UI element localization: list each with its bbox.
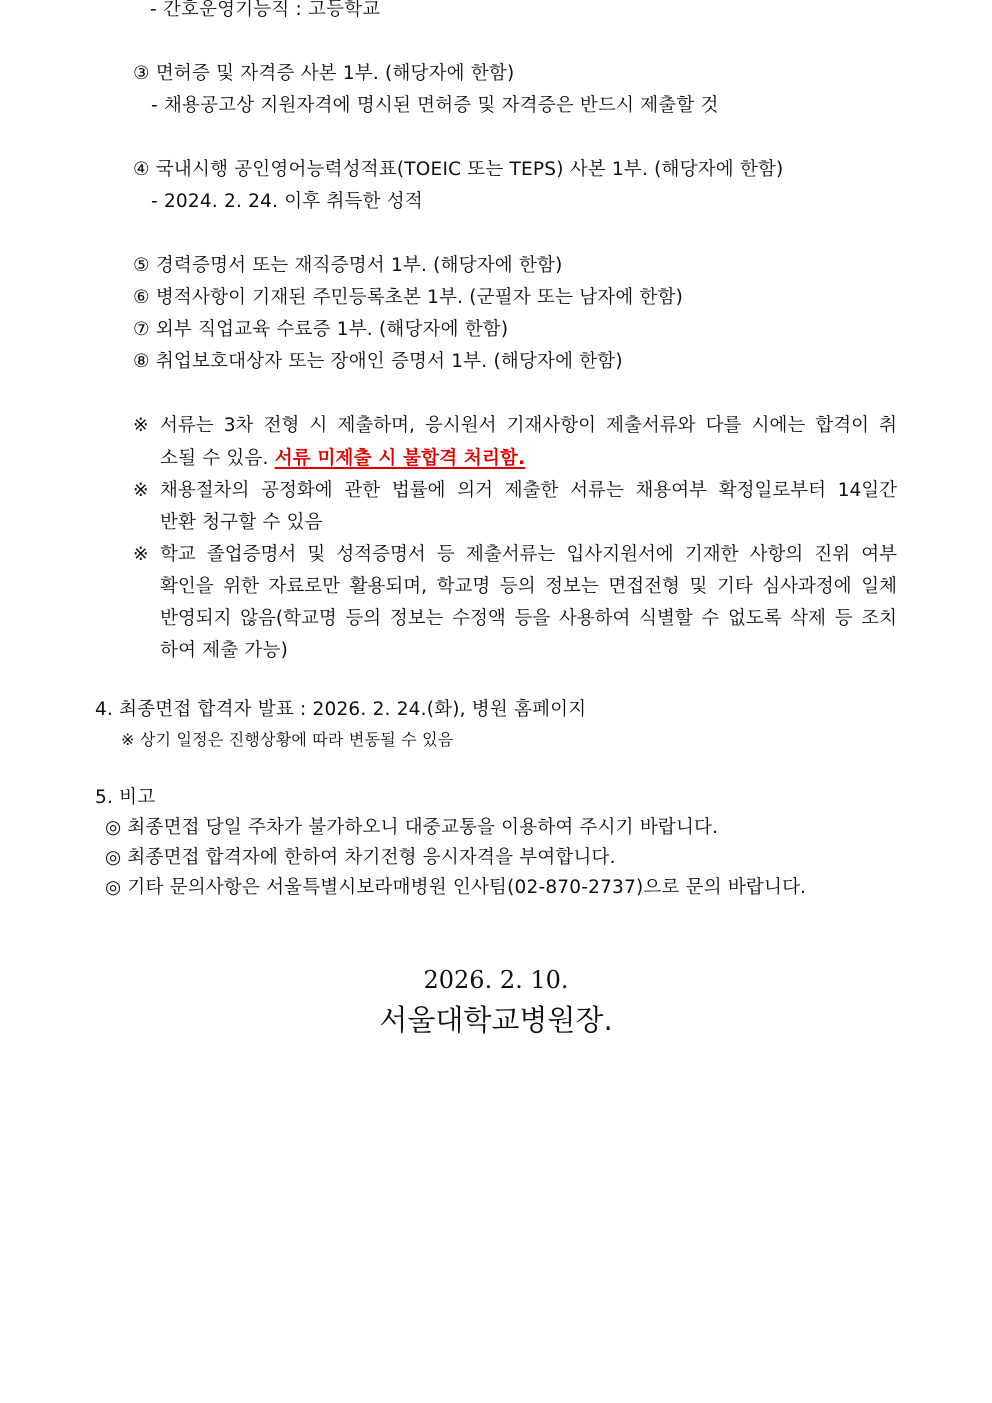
document-item-3: ③ 면허증 및 자격증 사본 1부. (해당자에 한함) — [133, 63, 515, 84]
note-3-line-4: 하여 제출 가능) — [160, 640, 289, 661]
section-4-heading: 4. 최종면접 합격자 발표 : 2026. 2. 24.(화), 병원 홈페이지 — [95, 699, 587, 720]
document-item-3-note: - 채용공고상 지원자격에 명시된 면허증 및 자격증은 반드시 제출할 것 — [151, 95, 719, 116]
document-item-5: ⑤ 경력증명서 또는 재직증명서 1부. (해당자에 한함) — [133, 255, 563, 276]
qualification-line: - 간호운영기능직 : 고등학교 — [150, 0, 381, 20]
document-item-8: ⑧ 취업보호대상자 또는 장애인 증명서 1부. (해당자에 한함) — [133, 351, 623, 372]
section-5-heading: 5. 비고 — [95, 787, 156, 808]
document-item-4-note: - 2024. 2. 24. 이후 취득한 성적 — [151, 191, 423, 212]
note-1-line-2 — [160, 446, 525, 472]
document-item-4: ④ 국내시행 공인영어능력성적표(TOEIC 또는 TEPS) 사본 1부. (해당자에 한함) — [133, 159, 784, 180]
remark-item-2: ◎ 최종면접 합격자에 한하여 차기전형 응시자격을 부여합니다. — [105, 847, 616, 868]
note-3-mark: ※ — [133, 544, 149, 565]
issue-date: 2026. 2. 10. — [423, 966, 569, 994]
note-3-line-3: 반영되지 않음(학교명 등의 정보는 수정액 등을 사용하여 식별할 수 없도록 삭제 등 조치 — [160, 608, 897, 629]
note-1-line-1: 서류는 3차 전형 시 제출하며, 응시원서 기재사항이 제출서류와 다를 시에는 합격이 취 — [160, 415, 897, 436]
note-3-line-1: 학교 졸업증명서 및 성적증명서 등 제출서류는 입사지원서에 기재한 사항의 진위 여부 — [160, 544, 897, 565]
remark-item-3: ◎ 기타 문의사항은 서울특별시보라매병원 인사팀(02-870-2737)으로 문의 바랍니다. — [105, 877, 807, 898]
section-4-note: ※ 상기 일정은 진행상황에 따라 변동될 수 있음 — [121, 730, 454, 749]
note-2-line-1: 채용절차의 공정화에 관한 법률에 의거 제출한 서류는 채용여부 확정일로부터 14일간 — [160, 480, 897, 501]
note-2-mark: ※ — [133, 480, 149, 501]
note-1-mark: ※ — [133, 415, 149, 436]
remark-item-1: ◎ 최종면접 당일 주차가 불가하오니 대중교통을 이용하여 주시기 바랍니다. — [105, 817, 719, 838]
submission-warning: 서류 미제출 시 불합격 처리함. — [274, 448, 526, 469]
note-3-line-2: 확인을 위한 자료로만 활용되며, 학교명 등의 정보는 면접전형 및 기타 심사과정에 일체 — [160, 576, 897, 597]
issuer-signature: 서울대학교병원장. — [379, 1003, 613, 1037]
document-item-6: ⑥ 병적사항이 기재된 주민등록초본 1부. (군필자 또는 남자에 한함) — [133, 287, 684, 308]
document-item-7: ⑦ 외부 직업교육 수료증 1부. (해당자에 한함) — [133, 319, 509, 340]
note-2-line-2: 반환 청구할 수 있음 — [160, 512, 323, 533]
note-1-text: 소될 수 있음. — [160, 448, 269, 469]
